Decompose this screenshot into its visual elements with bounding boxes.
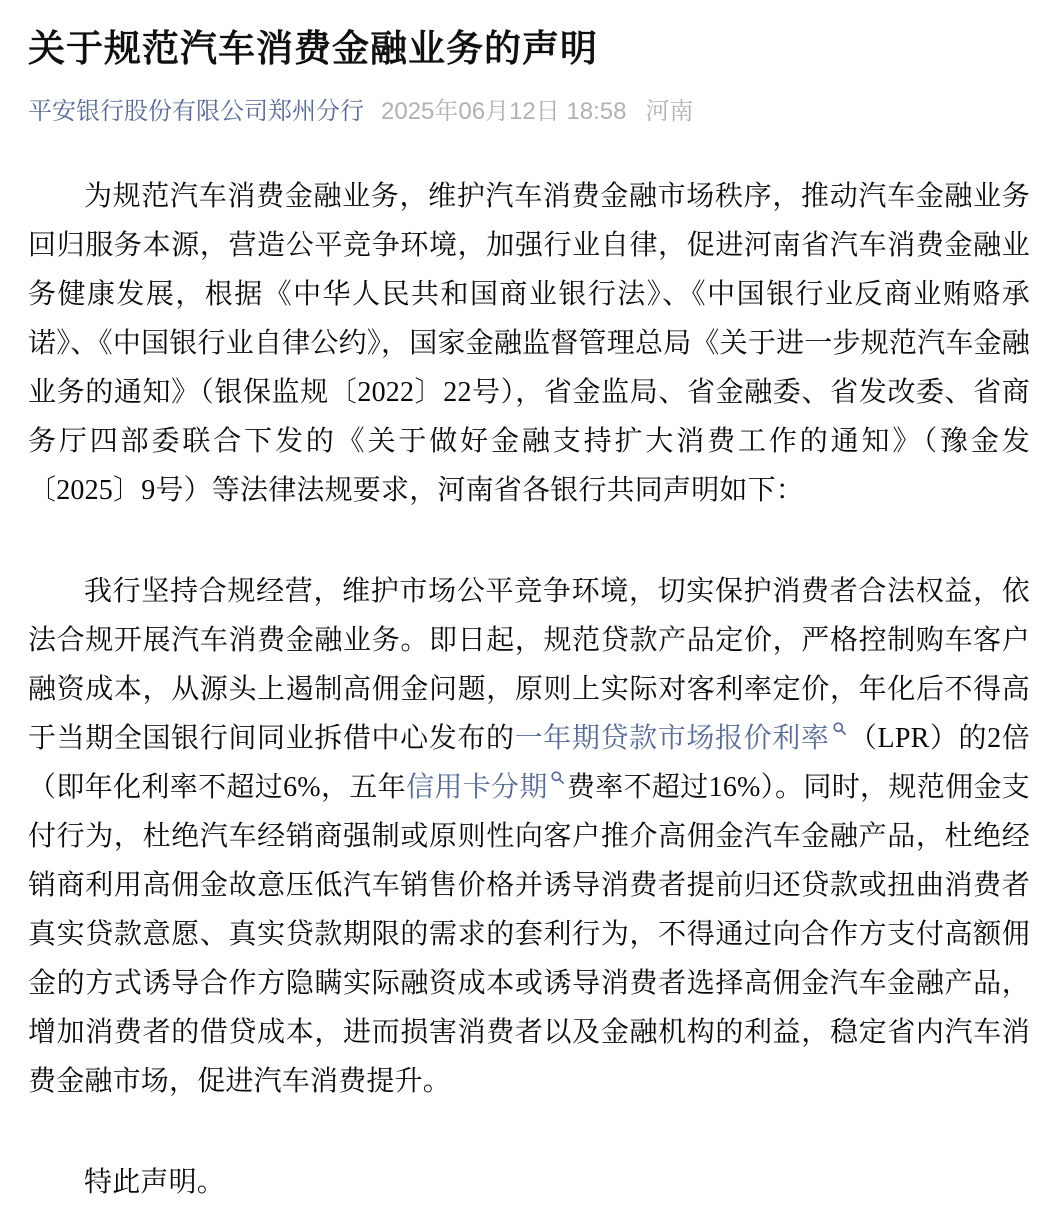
link-credit-card-installment[interactable] [406, 772, 567, 803]
article-body [28, 172, 1030, 1207]
publish-time: 2025年06月12日 18:58 [381, 97, 627, 125]
paragraph-3: 特此声明。 [84, 1166, 226, 1198]
paragraph-2-text: （LPR）的2倍（即年化利率不超过6%，五年 [28, 722, 1031, 803]
search-icon [832, 721, 847, 736]
paragraph-2-text: 费率不超过16%）。同时，规范佣金支付行为，杜绝汽车经销商强制或原则性向客户推介高佣金汽车金融产品，杜绝经销商利用高佣金故意压低汽车销售价格并诱导消费者提前归还贷款或扭曲消费者真实贷款意愿、真实贷款期限的需求的套利行为，不得通过向合作方支付高额佣金的方式诱导合作方隐瞒实际融资成本或诱导消费者选择高佣金汽车金融产品，增加消费者的借贷成本，进而损害消费者以及金融机构的利益，稳定省内汽车消费金融市场，促进汽车消费提升。 [28, 771, 1030, 1097]
paragraph-2 [28, 567, 1030, 1106]
author-account-link[interactable]: 平安银行股份有限公司郑州分行 [28, 97, 364, 125]
byline [28, 98, 1030, 126]
page-title: 关于规范汽车消费金融业务的声明 [28, 28, 598, 69]
search-icon [550, 770, 565, 785]
link-credit-card-installment-label: 信用卡分期 [406, 771, 548, 803]
link-lpr-label: 一年期贷款市场报价利率 [514, 722, 830, 754]
paragraph-1: 为规范汽车消费金融业务，维护汽车消费金融市场秩序，推动汽车金融业务回归服务本源，营造公平竞争环境，加强行业自律，促进河南省汽车消费金融业务健康发展，根据《中华人民共和国商业银行法》、《中国银行业反商业贿赂承诺》、《中国银行业自律公约》，国家金融监督管理总局《关于进一步规范汽车金融业务的通知》（银保监规〔2022〕22号），省金监局、省金融委、省发改委、省商务厅四部委联合下发的《关于做好金融支持扩大消费工作的通知》（豫金发〔2025〕9号）等法律法规要求，河南省各银行共同声明如下： [28, 180, 1030, 506]
paragraph-2-text: 我行坚持合规经营，维护市场公平竞争环境，切实保护消费者合法权益，依法合规开展汽车消费金融业务。即日起，规范贷款产品定价，严格控制购车客户融资成本，从源头上遏制高佣金问题，原则上实际对客利率定价，年化后不得高于当期全国银行间同业拆借中心发布的 [28, 575, 1030, 754]
region-label: 河南 [645, 97, 694, 125]
link-lpr[interactable] [515, 723, 849, 754]
